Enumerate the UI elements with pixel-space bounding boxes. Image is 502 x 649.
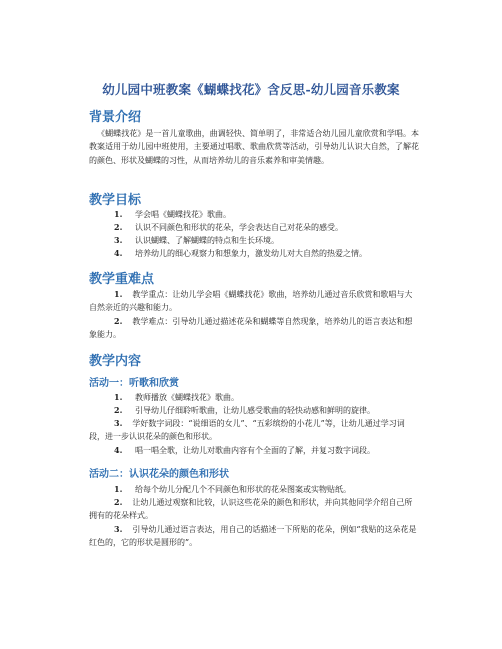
heading-content: 教学内容 <box>89 354 142 369</box>
document-title: 幼儿园中班教案《蝴蝶找花》含反思-幼儿园音乐教案 <box>102 82 400 97</box>
heading-goals: 教学目标 <box>89 193 142 208</box>
heading-activity-2: 活动二：认识花朵的颜色和形状 <box>89 469 229 480</box>
goal-num-4: 4. <box>114 248 123 258</box>
goal-num-1: 1. <box>114 209 123 219</box>
background-paragraph: 《蝴蝶找花》是一首儿童歌曲，曲调轻快、简单明了，非常适合幼儿园儿童欣赏和学唱。本教案适用于幼儿园中班使用，主要通过唱歌、歌曲欣赏等活动，引导幼儿认识大自然，了解花的颜色、形状及蝴蝶的习性，从而培养幼儿的音乐素养和审美情趣。 <box>89 129 419 165</box>
activity2-item-1: 给每个幼儿分配几个不同颜色和形状的花朵图案或实物贴纸。 <box>135 485 351 494</box>
goal-item-1: 学会唱《蝴蝶找花》歌曲。 <box>135 210 231 219</box>
activity1-item-1: 教师播放《蝴蝶找花》歌曲。 <box>135 393 239 402</box>
goal-num-2: 2. <box>114 222 123 232</box>
goal-item-2: 认识不同颜色和形状的花朵，学会表达自己对花朵的感受。 <box>135 223 343 232</box>
goal-num-3: 3. <box>114 235 123 245</box>
activity2-num-1: 1. <box>114 484 123 494</box>
keypoint-item-1: 1. 教学重点：让幼儿学会唱《蝴蝶找花》歌曲，培养幼儿通过音乐欣赏和歌唱与大自然亲近的兴趣和能力。 <box>89 289 413 313</box>
goal-item-4: 培养幼儿的细心观察力和想象力，激发幼儿对大自然的热爱之情。 <box>135 249 367 258</box>
activity1-num-1: 1. <box>114 392 123 402</box>
activity1-item-4: 唱一唱全歌，让幼儿对歌曲内容有个全面的了解，并复习数字词段。 <box>135 446 375 455</box>
keypoint-item-2: 2. 教学难点：引导幼儿通过描述花朵和蝴蝶等自然现象，培养幼儿的语言表达和想象能力。 <box>89 316 413 340</box>
heading-activity-1: 活动一：听歌和欣赏 <box>89 378 179 389</box>
goal-item-3: 认识蝴蝶、了解蝴蝶的特点和生长环境。 <box>135 236 279 245</box>
activity1-num-2: 2. <box>114 405 123 415</box>
activity2-item-2: 2. 让幼儿通过观察和比较，认识这些花朵的颜色和形状，并向其他同学介绍自己所拥有的花朵样式。 <box>89 497 413 521</box>
activity1-num-4: 4. <box>114 445 123 455</box>
activity1-item-2: 引导幼儿仔细聆听歌曲，让幼儿感受歌曲的轻快动感和鲜明的旋律。 <box>135 406 375 415</box>
activity1-item-3: 3. 学好数字词段：“说细语的女儿”、“五彩缤纷的小花儿”等，让幼儿通过学习词段，进一步认识花朵的颜色和形状。 <box>89 418 405 442</box>
heading-keypoints: 教学重难点 <box>89 272 155 287</box>
activity2-item-3: 3. 引导幼儿通过语言表达，用自己的话描述一下所贴的花朵，例如“我贴的这朵花是红色的，它的形状是圆形的”。 <box>89 524 417 548</box>
heading-background: 背景介绍 <box>89 110 142 125</box>
